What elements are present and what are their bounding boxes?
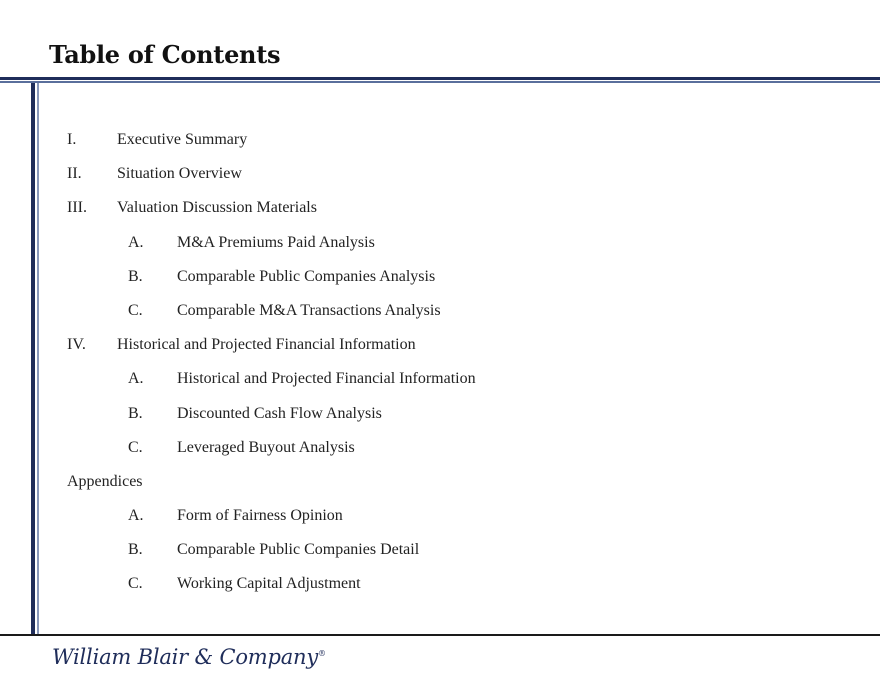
company-logo	[52, 638, 326, 673]
toc-item	[0, 362, 880, 396]
toc-item-label: Situation Overview	[117, 165, 242, 183]
toc-item-label: Working Capital Adjustment	[177, 575, 361, 593]
toc-item-number: B.	[128, 541, 143, 559]
toc-item-number: C.	[128, 575, 143, 593]
toc-item	[0, 533, 880, 567]
toc-item	[0, 567, 880, 601]
toc-item-label: M&A Premiums Paid Analysis	[177, 233, 375, 251]
toc-item-number: A.	[128, 370, 144, 388]
toc-item-number: A.	[128, 507, 144, 525]
toc-item-number: III.	[67, 199, 87, 217]
toc-item	[0, 157, 880, 191]
toc-item-label: Leveraged Buyout Analysis	[177, 438, 355, 456]
toc-item-label: Valuation Discussion Materials	[117, 199, 317, 217]
toc-item-label: Comparable Public Companies Analysis	[177, 267, 436, 285]
toc-item-label: Historical and Projected Financial Information	[177, 370, 476, 388]
toc-item-number: II.	[67, 165, 82, 183]
page-title: Table of Contents	[49, 40, 281, 69]
toc-item-label: Comparable Public Companies Detail	[177, 541, 420, 559]
toc-item-label: Historical and Projected Financial Information	[117, 336, 416, 354]
company-logo-text: William Blair & Company	[52, 645, 319, 669]
header-rule-light	[0, 81, 880, 83]
toc-item	[0, 397, 880, 431]
toc-item-number: C.	[128, 438, 143, 456]
header-rule-dark	[0, 77, 880, 80]
toc-item	[0, 465, 880, 499]
toc-item	[0, 123, 880, 157]
toc-item-number: B.	[128, 404, 143, 422]
toc-item-number: IV.	[67, 336, 86, 354]
footer-rule	[0, 634, 880, 636]
toc-item	[0, 191, 880, 225]
toc-item	[0, 294, 880, 328]
toc-item-label: Discounted Cash Flow Analysis	[177, 404, 382, 422]
toc-item	[0, 431, 880, 465]
toc-item-label: Comparable M&A Transactions Analysis	[177, 301, 441, 319]
toc-item-number: B.	[128, 267, 143, 285]
toc-item-number: I.	[67, 131, 77, 148]
toc-item-number: C.	[128, 301, 143, 319]
toc-item-label: Form of Fairness Opinion	[177, 507, 343, 525]
toc-item	[0, 260, 880, 294]
toc-item	[0, 499, 880, 533]
toc-item-label: Appendices	[67, 472, 143, 490]
toc-item	[0, 226, 880, 260]
registered-mark: ®	[318, 649, 326, 658]
toc-item	[0, 328, 880, 362]
toc-item-label: Executive Summary	[117, 131, 248, 148]
toc-item-number: A.	[128, 233, 144, 251]
table-of-contents	[0, 123, 880, 602]
